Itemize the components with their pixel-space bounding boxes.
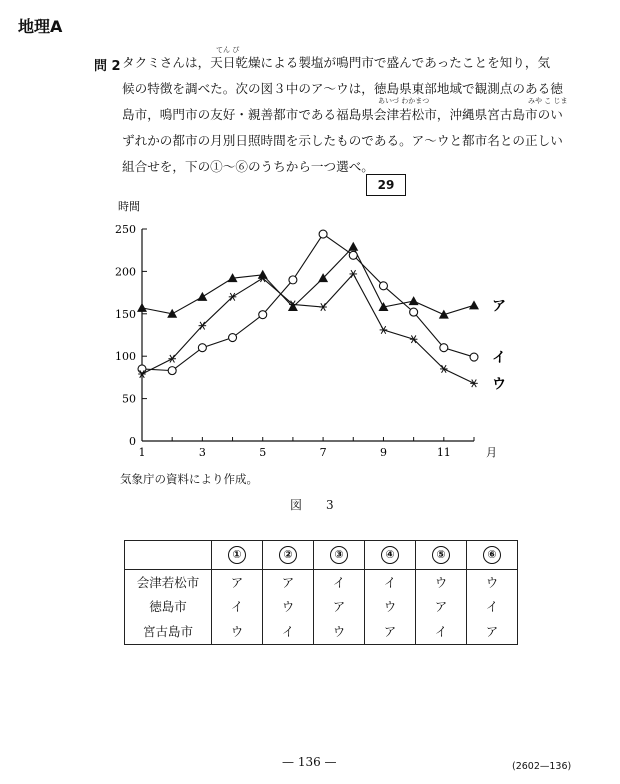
table-cell: ウ xyxy=(467,570,518,595)
series-3 xyxy=(138,270,478,387)
table-cell: イ xyxy=(467,594,518,618)
data-point-circle xyxy=(440,344,448,352)
page-number: — 136 — xyxy=(282,755,337,769)
table-cell: ア xyxy=(416,594,467,618)
data-point-triangle xyxy=(439,310,449,319)
table-cell: ア xyxy=(467,618,518,645)
data-point-triangle xyxy=(197,292,207,301)
data-point-circle xyxy=(470,353,478,361)
y-tick-label: 250 xyxy=(115,223,136,236)
chart-ticks xyxy=(115,223,474,459)
table-cell: ア xyxy=(314,594,365,618)
choice-3-label: ③ xyxy=(330,546,348,564)
data-point-asterisk xyxy=(380,326,388,334)
series-line xyxy=(142,274,474,383)
y-tick-label: 100 xyxy=(115,350,136,364)
x-tick-label: 1 xyxy=(138,446,146,459)
y-tick-label: 50 xyxy=(122,392,136,406)
y-tick-label: 0 xyxy=(129,435,136,448)
data-point-triangle xyxy=(137,303,147,312)
city-name: 宮古島市 xyxy=(125,618,212,645)
source-note: 気象庁の資料により作成。 xyxy=(120,472,258,486)
answer-box[interactable]: 29 xyxy=(366,174,406,196)
choice-4-label: ④ xyxy=(381,546,399,564)
table-cell: ア xyxy=(365,618,416,645)
series-label: ア xyxy=(492,298,506,315)
question-line: 候の特徴を調べた。次の図３中のア～ウは，徳島県東部地域で観測点のある徳 xyxy=(122,81,563,96)
choice-6-label: ⑥ xyxy=(483,546,501,564)
table-cell: ウ xyxy=(212,618,263,645)
choice-5-label: ⑤ xyxy=(432,546,450,564)
data-point-asterisk xyxy=(470,380,478,388)
table-cell: イ xyxy=(263,618,314,645)
table-cell: イ xyxy=(365,570,416,595)
data-point-circle xyxy=(349,251,357,259)
chart-axes xyxy=(142,229,474,441)
x-unit-label: 月 xyxy=(486,446,497,459)
y-tick-label: 200 xyxy=(115,265,136,279)
choice-2-label: ② xyxy=(279,546,297,564)
x-tick-label: 3 xyxy=(198,446,206,459)
data-point-triangle xyxy=(348,242,358,251)
table-cell: ア xyxy=(263,570,314,595)
table-row xyxy=(125,594,518,618)
table-row xyxy=(125,570,518,595)
y-tick-label: 150 xyxy=(115,307,136,321)
data-point-triangle xyxy=(409,296,419,305)
data-point-circle xyxy=(259,311,267,319)
question-number: 問 2 xyxy=(94,59,121,74)
x-tick-label: 5 xyxy=(259,446,267,459)
table-cell: イ xyxy=(416,618,467,645)
figure-label: 図 3 xyxy=(290,498,340,512)
data-point-circle xyxy=(229,334,237,342)
question-line: タクミさんは，天日乾燥による製塩が鳴門市で盛んであったことを知り，気 xyxy=(122,55,551,70)
subject-heading: 地理A xyxy=(18,17,63,36)
data-point-triangle xyxy=(469,300,479,309)
question-line: ずれかの都市の月別日照時間を示したものである。ア～ウと都市名との正しい xyxy=(122,133,563,148)
data-point-circle xyxy=(138,365,146,373)
data-point-circle xyxy=(319,230,327,238)
data-point-circle xyxy=(198,344,206,352)
choice-table xyxy=(124,540,518,645)
choice-header-row xyxy=(125,541,518,570)
table-cell: ウ xyxy=(263,594,314,618)
chart-series xyxy=(137,230,479,387)
x-tick-label: 9 xyxy=(379,446,387,459)
x-tick-label: 11 xyxy=(436,446,451,459)
choice-1-label: ① xyxy=(228,546,246,564)
table-cell: ウ xyxy=(416,570,467,595)
table-cell: イ xyxy=(212,594,263,618)
x-tick-label: 7 xyxy=(319,446,327,459)
data-point-circle xyxy=(379,282,387,290)
ruby-miyakojima: みや こ じま xyxy=(528,97,568,105)
question-line: 組合せを，下の①～⑥のうちから一つ選べ。 xyxy=(122,159,374,174)
table-cell: イ xyxy=(314,570,365,595)
table-cell: ア xyxy=(212,570,263,595)
series-label: イ xyxy=(492,350,506,367)
ruby-tenpi: てん ぴ xyxy=(216,46,240,54)
page-code: (2602—136) xyxy=(512,761,572,772)
chart-labels xyxy=(118,199,506,459)
y-axis-label: 時間 xyxy=(118,200,140,213)
data-point-circle xyxy=(410,308,418,316)
data-point-circle xyxy=(289,276,297,284)
table-cell: ウ xyxy=(314,618,365,645)
header-blank xyxy=(125,541,212,570)
ruby-aizuwakamatsu: あいづ わかまつ xyxy=(378,97,430,105)
question-line: 島市，鳴門市の友好・親善都市である福島県会津若松市，沖縄県宮古島市のい xyxy=(122,107,563,122)
series-label: ウ xyxy=(492,376,506,393)
table-row xyxy=(125,618,518,645)
table-cell: ウ xyxy=(365,594,416,618)
city-name: 会津若松市 xyxy=(125,570,212,595)
series-1 xyxy=(137,242,479,319)
data-point-circle xyxy=(168,367,176,375)
city-name: 徳島市 xyxy=(125,594,212,618)
